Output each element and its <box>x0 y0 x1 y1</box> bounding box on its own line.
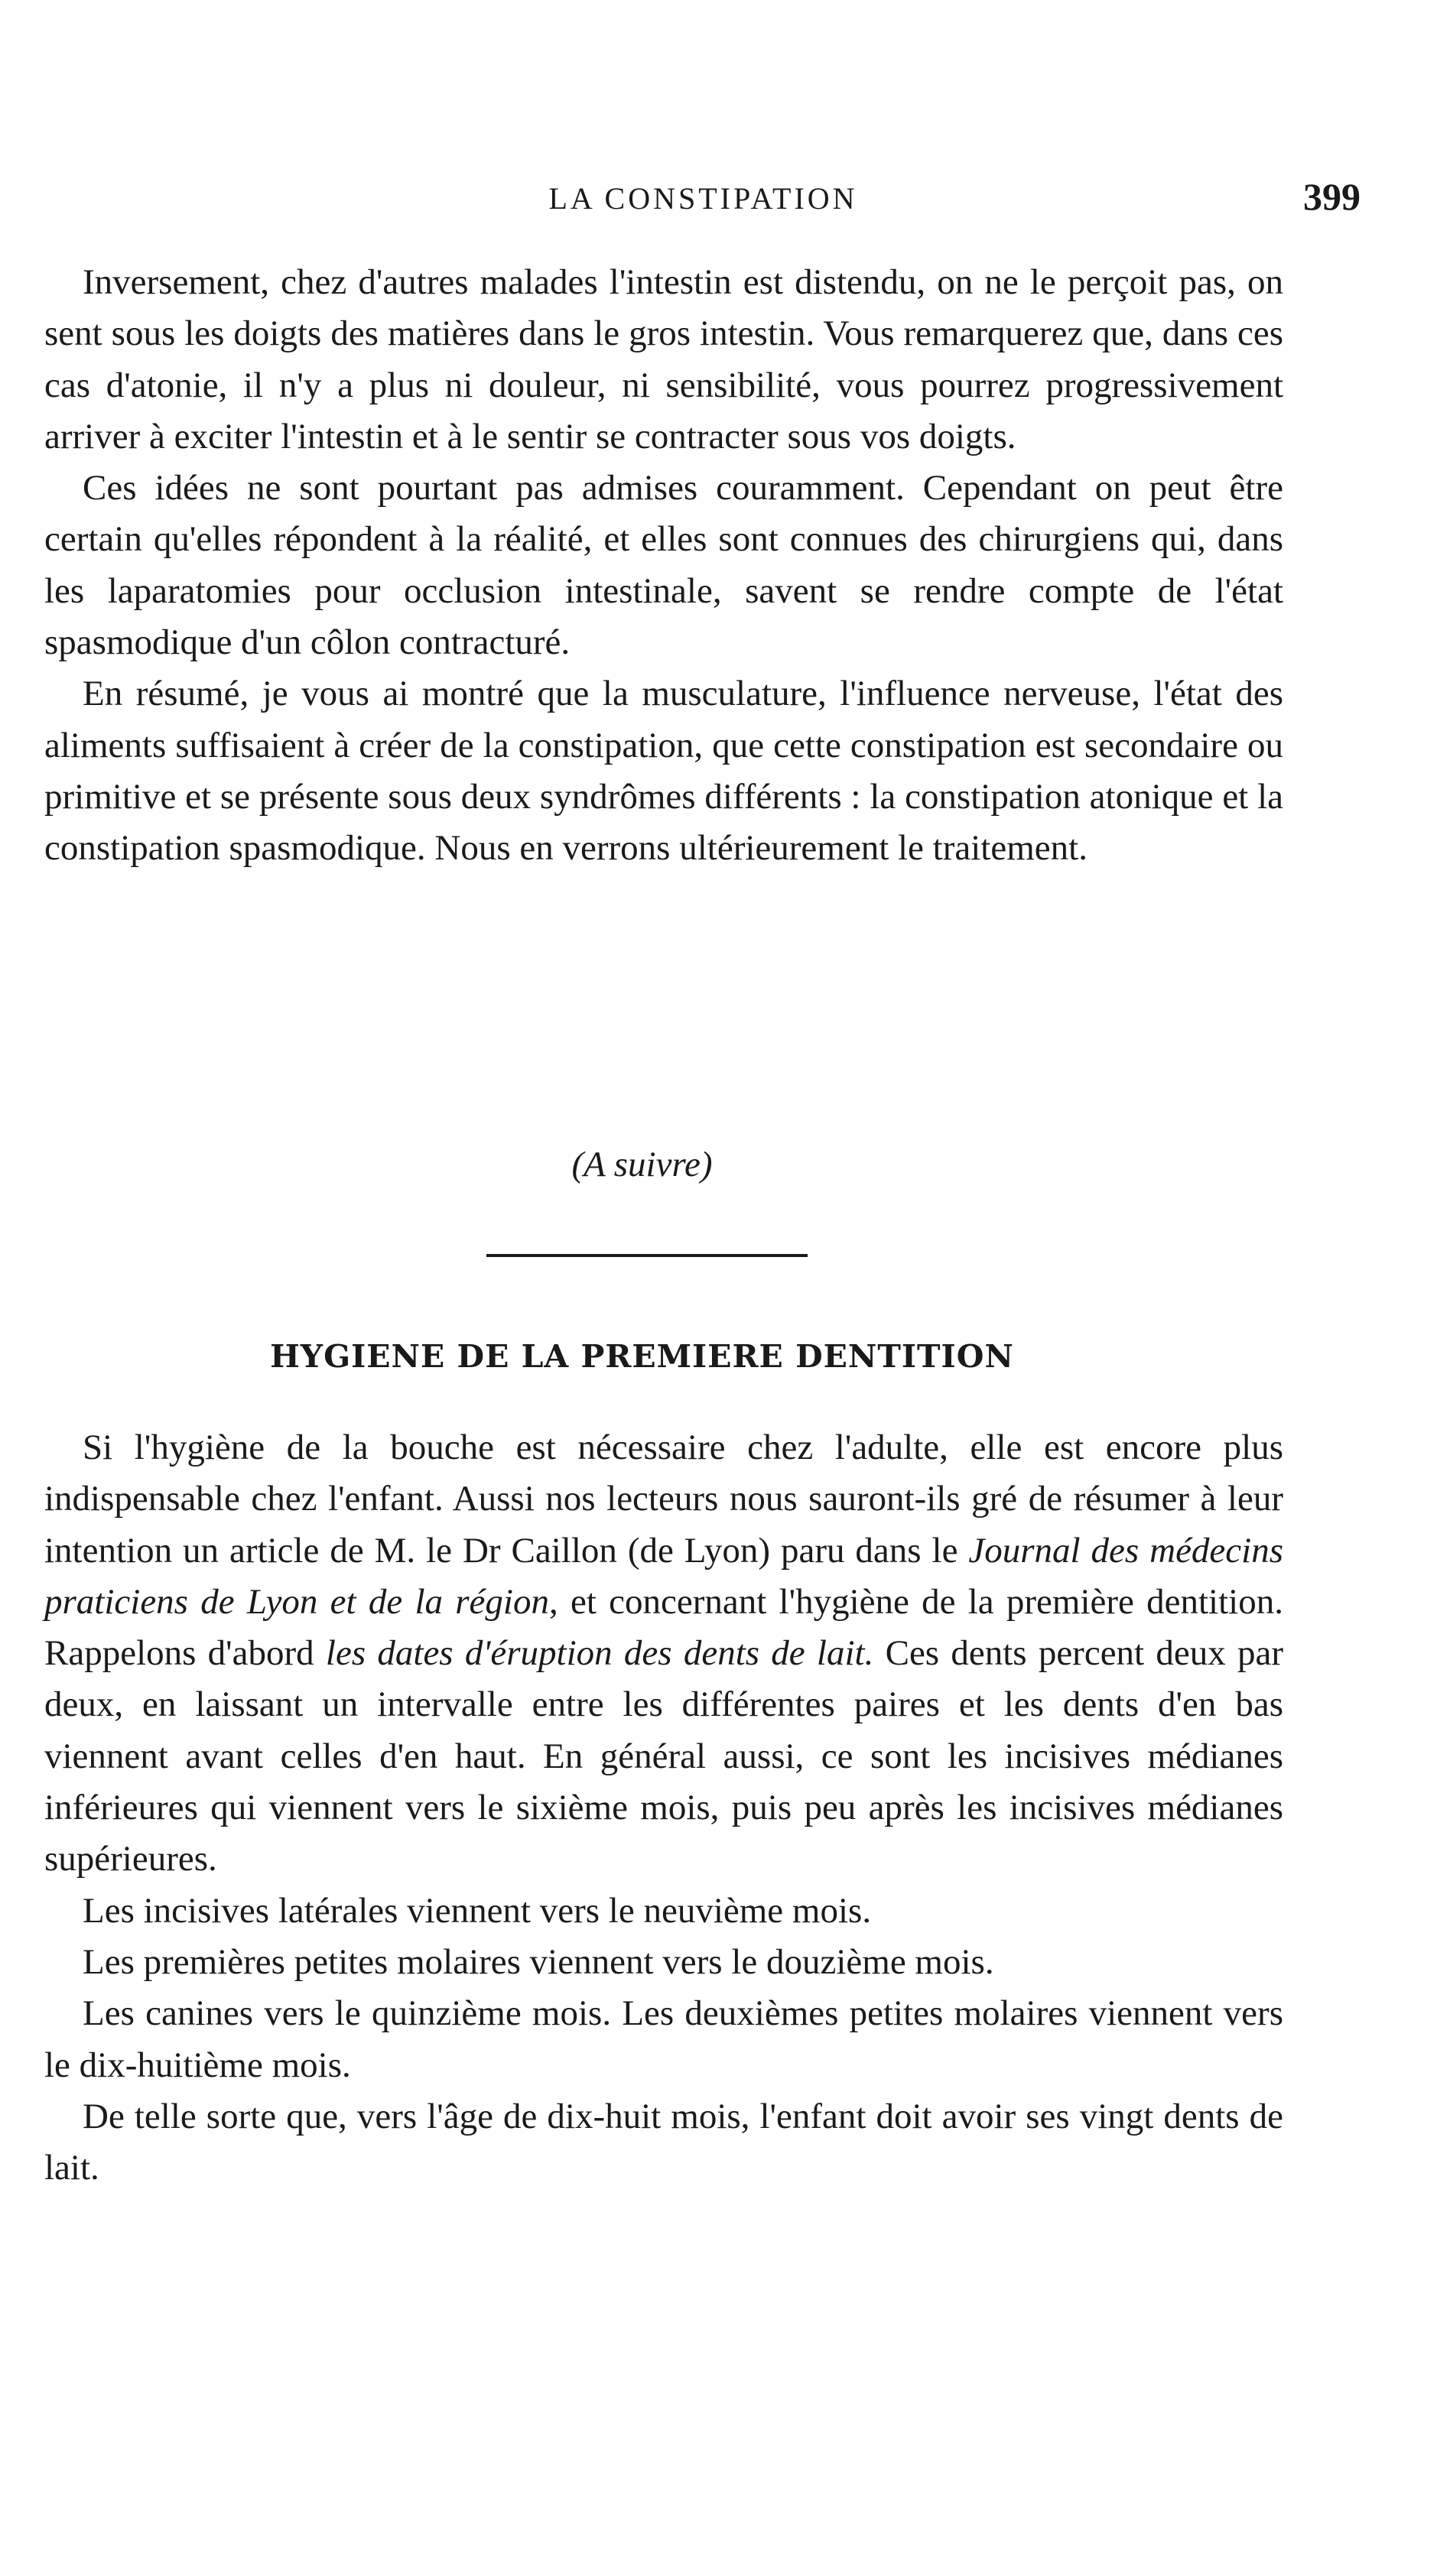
paragraph: Les premières petites molaires viennent vers le douzième mois. <box>83 1941 994 1982</box>
section-divider <box>486 1254 808 1257</box>
paragraph: Les canines vers le quinzième mois. Les deuxièmes petites molaires viennent vers le dix-huitième mois. <box>44 1993 1283 2085</box>
paragraph: De telle sorte que, vers l'âge de dix-huit mois, l'enfant doit avoir ses vingt dents de lait. <box>44 2096 1283 2188</box>
paragraph: Les incisives latérales viennent vers le neuvième mois. <box>83 1890 872 1931</box>
text-run: Ces dents percent deux par deux, en laissant un intervalle entre les différentes paires et les dents d'en bas viennent avant celles d'en haut. En général aussi, ce sont les incisives médianes inférieures qui viennent vers le sixième mois, puis peu après les incisives médianes supérieures. <box>44 1633 1283 1879</box>
paragraph: Ces idées ne sont pourtant pas admises couramment. Cependant on peut être certain qu'elles répondent à la réalité, et elles sont connues des chirurgiens qui, dans les laparatomies pour occlusion intestinale, savent se rendre compte de l'état spasmodique d'un côlon contracturé. <box>44 468 1283 663</box>
paragraph: En résumé, je vous ai montré que la musculature, l'influence nerveuse, l'état des aliments suffisaient à créer de la constipation, que cette constipation est secondaire ou primitive et se présente sous deux syndrômes différents : la constipation atonique et la constipation spasmodique. Nous en verrons ultérieurement le traitement. <box>44 674 1283 869</box>
text-run: Si l'hygiène de la bouche est nécessaire chez l'adulte, elle est encore plus indispensable chez l'enfant. Aussi nos lecteurs nous sauront-ils gré de résumer à leur intention un article de M. le Dr Caillon (de Lyon) paru dans le <box>44 1428 1283 1571</box>
running-title: LA CONSTIPATION <box>548 181 858 216</box>
journal-title: Journal des médecins praticiens de Lyon et de la région <box>44 1530 1284 1622</box>
page-number: 399 <box>1303 175 1361 218</box>
article-constipation-body <box>44 257 1283 875</box>
text-run: , et concernant l'hygiène de la première dentition. Rappelons d'abord <box>44 1581 1283 1674</box>
running-head <box>46 174 1361 220</box>
paragraph: Inversement, chez d'autres malades l'intestin est distendu, on ne le perçoit pas, on sent sous les doigts des matières dans le gros intestin. Vous remarquerez que, dans ces cas d'atonie, il n'y a plus ni douleur, ni sensibilité, vous pourrez progressivement arriver à exciter l'intestin et à le sentir se contracter sous vos doigts. <box>44 262 1283 456</box>
to-be-continued-note: (A suivre) <box>571 1145 713 1184</box>
emphasis-text: les dates d'éruption des dents de lait. <box>325 1633 874 1674</box>
article-dentition-body <box>44 1422 1283 2194</box>
section-heading: HYGIENE DE LA PREMIERE DENTITION <box>270 1338 1014 1375</box>
paragraph <box>44 1422 1283 1886</box>
